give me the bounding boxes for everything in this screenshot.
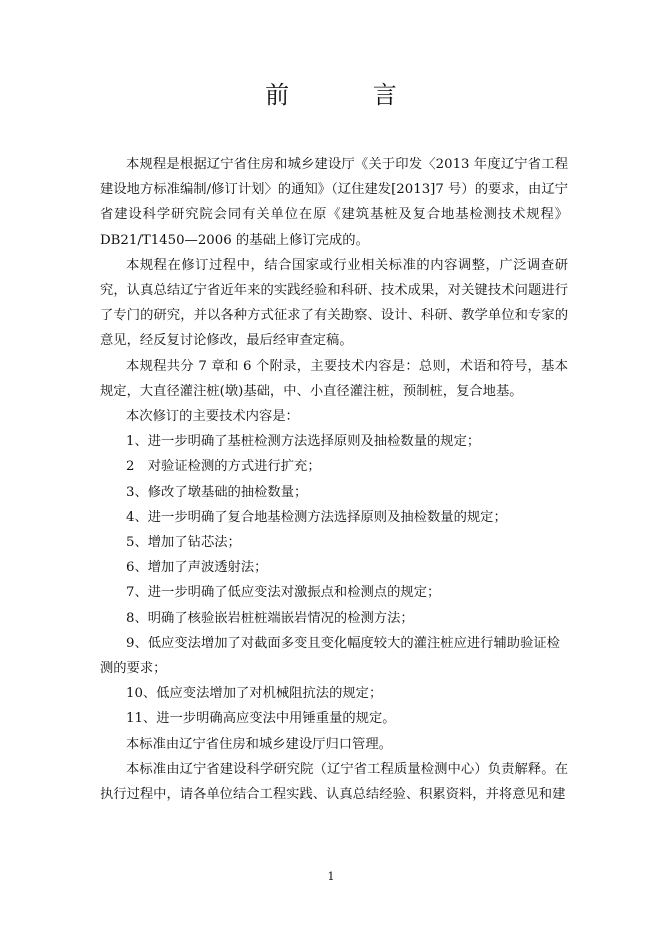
body-paragraph: 本规程在修订过程中，结合国家或行业相关标准的内容调整，广泛调查研究，认真总结辽宁省近年来的实践经验和科研、技术成果，对关键技术问题进行了专门的研究，并以各种方式征求了有关勘察、设计、科研、教学单位和专家的意见，经反复讨论修改，最后经审查定稿。 xyxy=(100,257,568,349)
revision-item: 8、明确了核验嵌岩桩桩端嵌岩情况的检测方法； xyxy=(126,610,414,626)
body-paragraph: 本次修订的主要技术内容是： xyxy=(126,409,299,425)
revision-item: 7、进一步明确了低应变法对激振点和检测点的规定； xyxy=(126,585,441,601)
revision-item: 6、增加了声波透射法； xyxy=(126,560,268,576)
body-paragraph: 本标准由辽宁省建设科学研究院（辽宁省工程质量检测中心）负责解释。在执行过程中，请各单位结合工程实践、认真总结经验、积累资料，并将意见和建 xyxy=(100,761,568,803)
revision-item: 3、修改了墩基础的抽检数量； xyxy=(126,484,308,500)
revision-item: 4、进一步明确了复合地基检测方法选择原则及抽检数量的规定； xyxy=(126,509,507,525)
body-paragraph: 本标准由辽宁省住房和城乡建设厅归口管理。 xyxy=(126,736,392,752)
revision-item: 1、进一步明确了基桩检测方法选择原则及抽检数量的规定； xyxy=(126,434,481,450)
revision-item: 5、增加了钻芯法； xyxy=(126,535,241,551)
revision-item: 11、进一步明确高应变法中用锤重量的规定。 xyxy=(126,711,396,727)
page-number: 1 xyxy=(327,870,335,883)
body-paragraph: 本规程是根据辽宁省住房和城乡建设厅《关于印发〈2013 年度辽宁省工程建设地方标准编制/修订计划〉的通知》（辽住建发[2013]7 号）的要求，由辽宁省建设科学研究院会同有关单位在原《建筑基桩及复合地基检测技术规程》DB21/T1450—2006 的基础上修订完成的。 xyxy=(100,157,568,248)
page-title: 前 言 xyxy=(265,81,435,109)
revision-item: 9、低应变法增加了对截面多变且变化幅度较大的灌注桩应进行辅助验证检测的要求； xyxy=(100,635,560,677)
revision-item: 2 对验证检测的方式进行扩充； xyxy=(126,459,321,475)
document-body xyxy=(100,152,568,807)
revision-item: 10、低应变法增加了对机械阻抗法的规定； xyxy=(126,686,383,702)
body-paragraph: 本规程共分 7 章和 6 个附录，主要技术内容是：总则，术语和符号，基本规定，大直径灌注桩(墩)基础，中、小直径灌注桩，预制桩，复合地基。 xyxy=(100,358,568,399)
